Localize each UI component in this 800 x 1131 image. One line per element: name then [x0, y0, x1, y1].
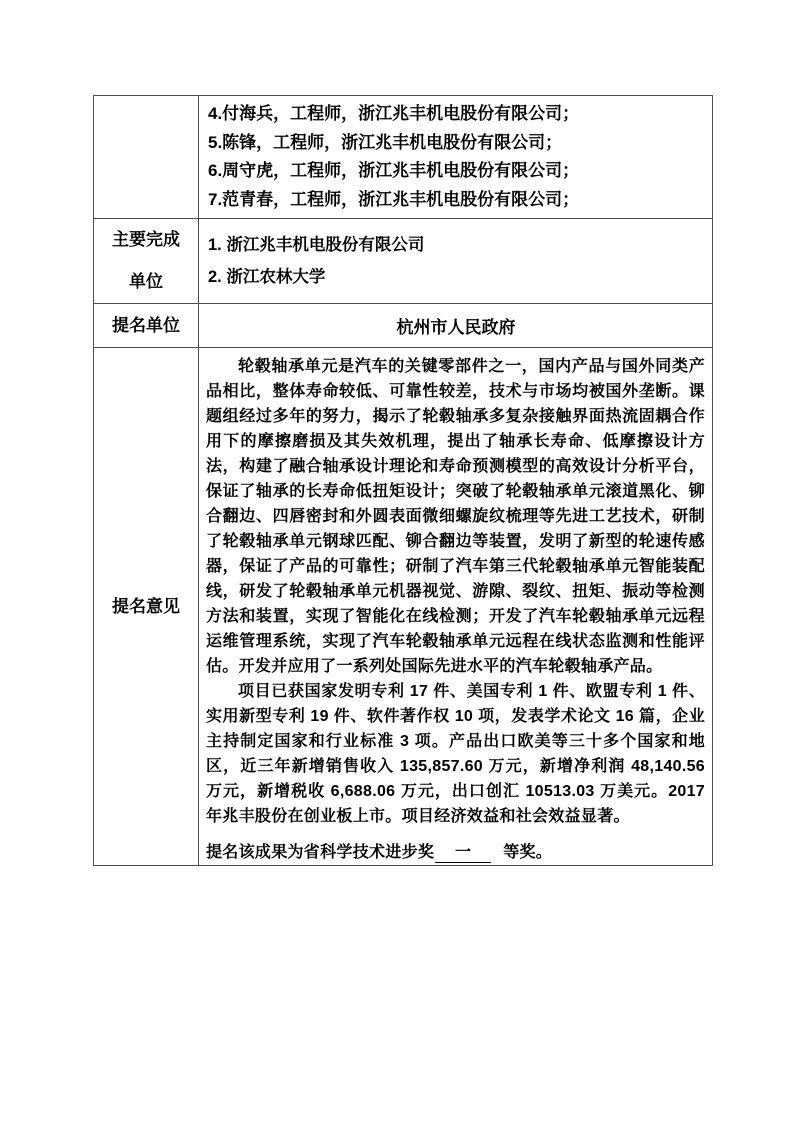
nominator-value: 杭州市人民政府 — [199, 304, 713, 348]
empty-label-cell — [94, 96, 199, 219]
opinion-label: 提名意见 — [94, 348, 199, 866]
main-units-row — [94, 219, 713, 304]
opinion-content-cell — [199, 348, 713, 866]
opinion-paragraph-2: 项目已获国家发明专利 17 件、美国专利 1 件、欧盟专利 1 件、实用新型专利 19 件、软件著作权 10 项，发表学术论文 16 篇，企业主持制定国家和行业标准 3 项。产品出口欧美等三十多个国家和地区，近三年新增销售收入 135,857.60 万元，新增净利润 48,140.56 万元，新增税收 6,688.06 万元，出口创汇 10513.03 万美元。2017 年兆丰股份在创业板上市。项目经济效益和社会效益显著。 — [206, 683, 705, 825]
nomination-form-table — [93, 95, 713, 866]
nomination-grade-value: 一 — [435, 844, 491, 863]
completer-item: 5.陈锋，工程师，浙江兆丰机电股份有限公司； — [208, 132, 563, 152]
main-units-list-cell — [199, 219, 713, 304]
main-units-label — [94, 219, 199, 304]
opinion-paragraph-1: 轮毂轴承单元是汽车的关键零部件之一，国内产品与国外同类产品相比，整体寿命较低、可靠性较差，技术与市场均被国外垄断。课题组经过多年的努力，揭示了轮毂轴承多复杂接触界面热流固耦合作用下的摩擦磨损及其失效机理，提出了轴承长寿命、低摩擦设计方法，构建了融合轴承设计理论和寿命预测模型的高效设计分析平台，保证了轴承的长寿命低扭矩设计；突破了轮毂轴承单元滚道黑化、铆合翻边、四唇密封和外圆表面微细螺旋纹梳理等先进工艺技术，研制了轮毂轴承单元钢球匹配、铆合翻边等装置，发明了新型的轮速传感器，保证了产品的可靠性；研制了汽车第三代轮毂轴承单元智能装配线，研发了轮毂轴承单元机器视觉、游隙、裂纹、扭矩、振动等检测方法和装置，实现了智能化在线检测；开发了汽车轮毂轴承单元远程运维管理系统，实现了汽车轮毂轴承单元远程在线状态监测和性能评估。开发并应用了一系列处国际先进水平的汽车轮毂轴承产品。 — [206, 358, 705, 675]
completer-item: 4.付海兵，工程师，浙江兆丰机电股份有限公司； — [208, 104, 580, 123]
main-units-label-line1: 主要完成 — [112, 230, 180, 249]
nominator-label: 提名单位 — [94, 304, 199, 348]
opinion-row — [94, 348, 713, 866]
completers-continued-row — [94, 96, 713, 219]
main-units-label-line2: 单位 — [129, 272, 163, 291]
nomination-grade-line — [206, 840, 705, 865]
completer-item: 6.周守虎，工程师，浙江兆丰机电股份有限公司； — [208, 161, 580, 180]
completer-item: 7.范青春，工程师，浙江兆丰机电股份有限公司； — [208, 189, 580, 209]
nominator-row — [94, 304, 713, 348]
main-unit-item: 1. 浙江兆丰机电股份有限公司 — [208, 236, 425, 254]
completers-list-cell — [199, 96, 713, 219]
nomination-suffix: 等奖。 — [503, 844, 553, 861]
main-unit-item: 2. 浙江农林大学 — [208, 268, 326, 286]
nomination-prefix: 提名该成果为省科学技术进步奖 — [206, 844, 435, 861]
